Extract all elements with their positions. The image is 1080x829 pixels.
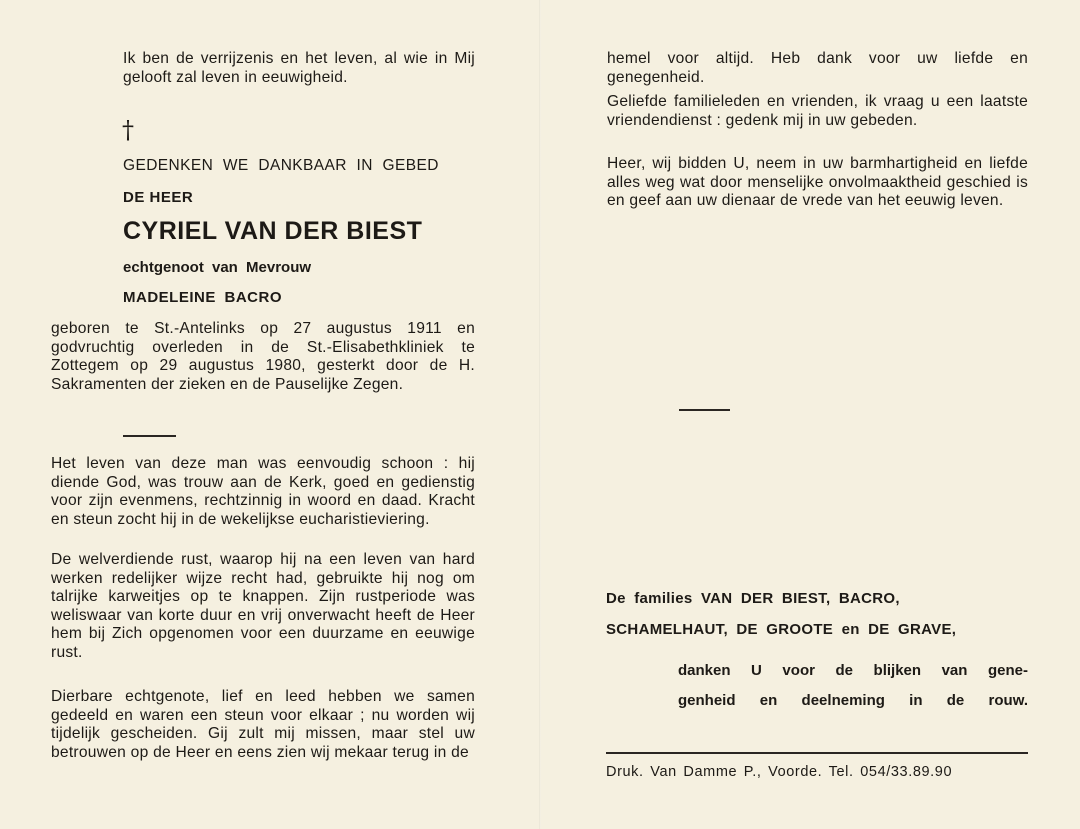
spouse-label: echtgenoot van Mevrouw xyxy=(123,259,312,276)
spouse-paragraph: Dierbare echtgenote, lief en leed hebben we samen gedeeld en waren een steun voor elkaar ; nu worden wij tijdelijk gescheiden. Gij zult mij missen, maar stel uw betrouwen op de Heer en eens zien wij mekaar terug in de xyxy=(51,688,475,761)
families-line-2: SCHAMELHAUT, DE GROOTE en DE GRAVE, xyxy=(606,621,957,638)
card-fold xyxy=(539,0,541,829)
printer-rule xyxy=(606,752,1028,754)
life-paragraph: Het leven van deze man was eenvoudig schoon : hij diende God, was trouw aan de Kerk, goed en gedienstig voor zijn evenmens, rechtzinnig in woord en daad. Kracht en steun zocht hij in de wekelijkse eucharistieviering. xyxy=(51,455,475,528)
spouse-name: MADELEINE BACRO xyxy=(123,289,283,306)
right-paragraph-1: hemel voor altijd. Heb dank voor uw liefde en genegenheid. xyxy=(607,50,1028,86)
remembrance-intro: GEDENKEN WE DANKBAAR IN GEBED xyxy=(123,157,439,174)
right-paragraph-2: Geliefde familieleden en vrienden, ik vraag u een laatste vriendendienst : gedenk mij in uw gebeden. xyxy=(607,93,1028,129)
printer-credit: Druk. Van Damme P., Voorde. Tel. 054/33.89.90 xyxy=(606,764,953,780)
families-line-1: De families VAN DER BIEST, BACRO, xyxy=(606,590,900,607)
divider-left xyxy=(123,435,176,437)
title-de-heer: DE HEER xyxy=(123,189,194,206)
divider-right xyxy=(679,409,730,411)
deceased-name: CYRIEL VAN DER BIEST xyxy=(123,217,423,245)
thanks-line-1: danken U voor de blijken van gene- xyxy=(678,662,1028,679)
rest-paragraph: De welverdiende rust, waarop hij na een leven van hard werken redelijker wijze recht had, gebruikte hij nog om talrijke karweitjes op te knappen. Zijn rustperiode was weliswaar van korte duur en vrij onverwacht heeft de Heer hem bij Zich opgenomen voor een duurzame en eeuwige rust. xyxy=(51,551,475,661)
thanks-line-2: genheid en deelneming in de rouw. xyxy=(678,692,1028,709)
right-paragraph-3: Heer, wij bidden U, neem in uw barmhartigheid en liefde alles weg wat door menselijke onvolmaaktheid geschied is en geef aan uw dienaar de vrede van het eeuwig leven. xyxy=(607,155,1028,209)
cross-symbol: † xyxy=(122,116,134,144)
biography: geboren te St.-Antelinks op 27 augustus 1911 en godvruchtig overleden in de St.-Elisabethkliniek te Zottegem op 29 augustus 1980, gesterkt door de H. Sakramenten der zieken en de Pauselijke Zegen. xyxy=(51,320,475,393)
bible-verse: Ik ben de verrijzenis en het leven, al wie in Mij gelooft zal leven in eeuwigheid. xyxy=(123,50,475,86)
